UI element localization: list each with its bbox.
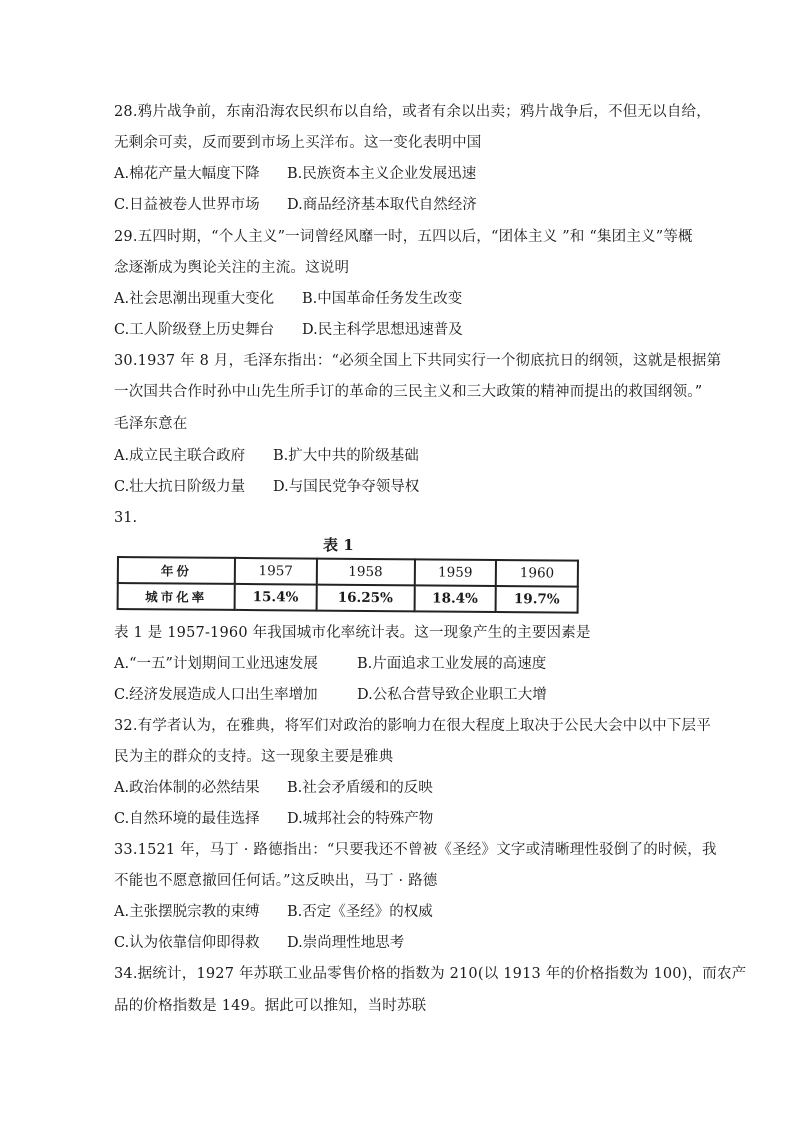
q28-stem-line1: 28.鸦片战争前，东南沿海农民织布以自给，或者有余以出卖；鸦片战争后，不但无以自给， [114, 104, 711, 120]
q29-option-b: B.中国革命任务发生改变 [302, 291, 463, 307]
table-cell-year-1957: 1957 [235, 558, 317, 585]
table-header-rate: 城市化率 [118, 583, 235, 610]
q33-stem-line1: 33.1521 年，马丁 · 路德指出：“只要我还不曾被《圣经》文字或清晰理性驳倒了的时候，我 [114, 842, 717, 858]
table-cell-year-1960: 1960 [496, 560, 578, 587]
q31-number: 31. [114, 510, 138, 526]
q31-option-c: C.经济发展造成人口出生率增加 [114, 687, 318, 703]
table-cell-rate-1958: 16.25% [316, 585, 414, 612]
q34-stem-line2: 品的价格指数是 149。据此可以推知，当时苏联 [114, 998, 427, 1014]
q32-stem-line2: 民为主的群众的支持。这一现象主要是雅典 [114, 749, 394, 765]
table-cell-rate-1959: 18.4% [414, 585, 496, 612]
q29-stem-line2: 念逐渐成为舆论关注的主流。这说明 [114, 260, 350, 276]
table-cell-rate-1957: 15.4% [235, 584, 317, 611]
q28-option-d: D.商品经济基本取代自然经济 [287, 197, 477, 213]
table-row-year [118, 557, 578, 587]
q32-stem-line1: 32.有学者认为，在雅典，将军们对政治的影响力在很大程度上取决于公民大会中以中下层平 [114, 718, 711, 734]
table-title: 表 1 [323, 536, 354, 554]
q30-stem-line2: 一次国共合作时孙中山先生所手订的革命的三民主义和三大政策的精神而提出的救国纲领。” [114, 384, 703, 400]
q32-option-d: D.城邦社会的特殊产物 [287, 811, 434, 827]
q29-option-c: C.工人阶级登上历史舞台 [114, 322, 275, 338]
q34-stem-line1: 34.据统计，1927 年苏联工业品零售价格的指数为 210(以 1913 年的价格指数为 100)，而农产 [114, 966, 747, 982]
q33-stem-line2: 不能也不愿意撤回任何话。”这反映出，马丁 · 路德 [114, 873, 438, 889]
q32-option-c: C.自然环境的最佳选择 [114, 811, 260, 827]
q33-option-a: A.主张摆脱宗教的束缚 [114, 904, 260, 920]
urbanization-table [117, 556, 579, 614]
q29-option-a: A.社会思潮出现重大变化 [114, 291, 275, 307]
q31-option-a: A.“一五”计划期间工业迅速发展 [114, 656, 318, 672]
q31-stem-line1: 表 1 是 1957-1960 年我国城市化率统计表。这一现象产生的主要因素是 [114, 625, 591, 641]
q28-option-c: C.日益被卷人世界市场 [114, 197, 260, 213]
q32-option-b: B.社会矛盾缓和的反映 [287, 780, 433, 796]
q30-option-d: D.与国民党争夺领导权 [273, 479, 420, 495]
table-row-rate [118, 583, 578, 613]
q28-option-a: A.棉花产量大幅度下降 [114, 166, 260, 182]
table-cell-year-1959: 1959 [414, 559, 496, 586]
q33-option-b: B.否定《圣经》的权威 [287, 904, 433, 920]
q30-option-b: B.扩大中共的阶级基础 [273, 448, 419, 464]
table-cell-rate-1960: 19.7% [496, 586, 578, 613]
q28-stem-line2: 无剩余可卖，反而要到市场上买洋布。这一变化表明中国 [114, 135, 482, 151]
table-header-year: 年份 [118, 557, 235, 584]
q30-option-a: A.成立民主联合政府 [114, 448, 246, 464]
table-cell-year-1958: 1958 [317, 559, 415, 586]
q29-stem-line1: 29.五四时期，“个人主义”一词曾经风靡一时，五四以后，“团体主义 ”和 “集团主义”等概 [114, 229, 693, 245]
q32-option-a: A.政治体制的必然结果 [114, 780, 260, 796]
q30-option-c: C.壮大抗日阶级力量 [114, 479, 246, 495]
q31-option-b: B.片面追求工业发展的高速度 [357, 656, 547, 672]
q29-option-d: D.民主科学思想迅速普及 [302, 322, 463, 338]
q30-stem-line3: 毛泽东意在 [114, 416, 188, 432]
q30-stem-line1: 30.1937 年 8 月，毛泽东指出：“必须全国上下共同实行一个彻底抗日的纲领，这就是根据第 [114, 353, 722, 369]
q28-option-b: B.民族资本主义企业发展迅速 [287, 166, 477, 182]
q31-option-d: D.公私合营导致企业职工大增 [357, 687, 547, 703]
q33-option-c: C.认为依靠信仰即得救 [114, 935, 260, 951]
q33-option-d: D.崇尚理性地思考 [287, 935, 405, 951]
